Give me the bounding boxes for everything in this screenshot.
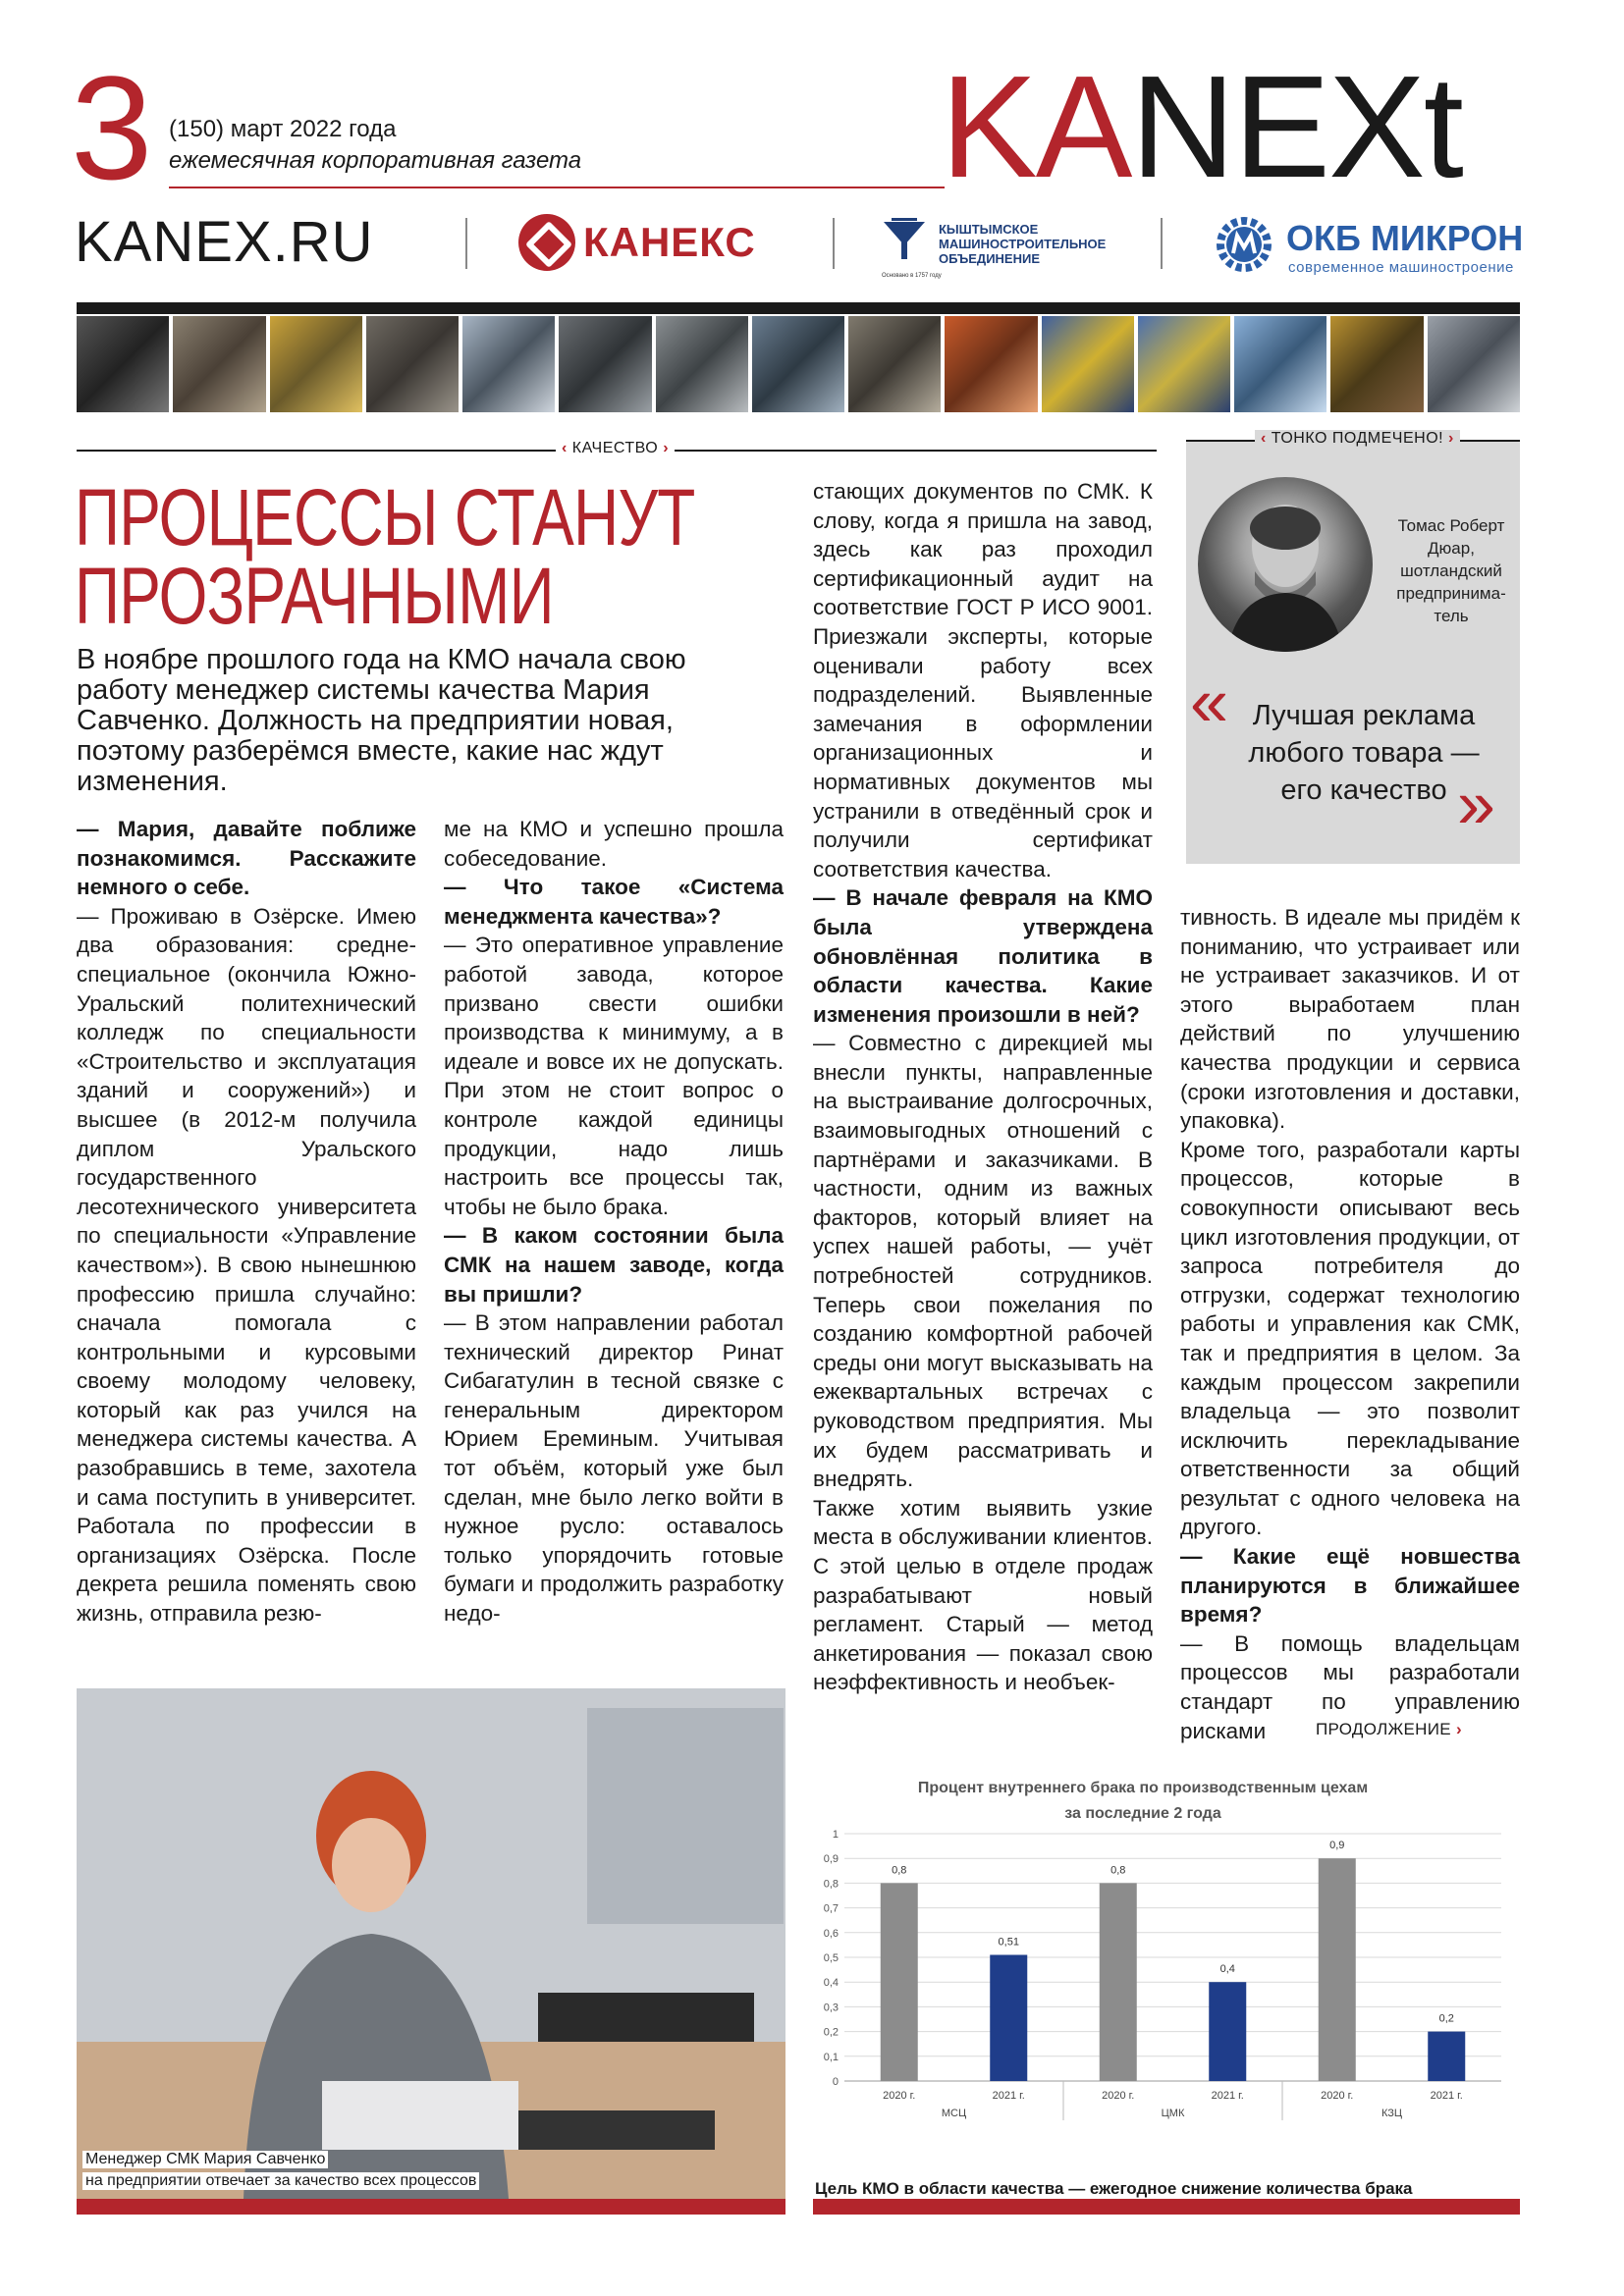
kmo-founded: Основано в 1757 году bbox=[882, 273, 942, 279]
chart-y-tick: 0,9 bbox=[823, 1853, 839, 1866]
chart-bar bbox=[1319, 1858, 1356, 2081]
logo-separator bbox=[465, 218, 467, 269]
strip-photo bbox=[173, 316, 265, 412]
okb-logo-text: ОКБ МИКРОН bbox=[1286, 218, 1524, 258]
strip-photo bbox=[77, 316, 169, 412]
article-title: ПРОЦЕССЫ СТАНУТ ПРОЗРАЧНЫМИ bbox=[75, 473, 695, 641]
interview-question: — Что такое «Система менеджмента качества»? bbox=[444, 875, 784, 929]
article-column-2 bbox=[444, 815, 784, 1688]
strip-photo bbox=[462, 316, 555, 412]
interview-paragraph: Кроме того, разработали карты процессов, которые в совокупности описывают весь цикл изготовления продукции, от запроса потребителя до отгрузки, содержат технологию работы и управления как СМК, так и предприятия в целом. За каждым процессом закрепили владельца — это позволит исключить перекладывание ответственности за общий результат с одного человека на другого. bbox=[1180, 1137, 1520, 1540]
chart-x-tick: 2020 г. bbox=[1321, 2090, 1354, 2102]
strip-photo bbox=[270, 316, 362, 412]
photo-bar bbox=[77, 2199, 785, 2215]
chart-x-tick: 2021 г. bbox=[1430, 2090, 1463, 2102]
chart-y-tick: 1 bbox=[832, 1829, 839, 1841]
issue-number: 3 bbox=[71, 45, 153, 210]
kanex-logo bbox=[518, 214, 756, 271]
strip-photo bbox=[1428, 316, 1520, 412]
chart-y-tick: 0,5 bbox=[823, 1952, 839, 1964]
quote-open-mark: « bbox=[1190, 664, 1228, 740]
sidebar-quote: Лучшая реклама любого товара — его качество bbox=[1248, 700, 1480, 806]
chart-y-tick: 0,4 bbox=[823, 1977, 839, 1990]
strip-photo bbox=[656, 316, 748, 412]
article-column-3 bbox=[813, 477, 1153, 1743]
interview-question: — Какие ещё новшества планируются в ближайшее время? bbox=[1180, 1544, 1520, 1628]
chart-y-tick: 0,6 bbox=[823, 1927, 839, 1940]
logo-separator bbox=[1161, 218, 1163, 269]
okb-gear-icon bbox=[1214, 214, 1274, 275]
strip-photo bbox=[848, 316, 941, 412]
chart-y-tick: 0,8 bbox=[823, 1878, 839, 1891]
sidebar-rubric: ‹ ТОНКО ПОДМЕЧЕНО! › bbox=[1255, 430, 1460, 448]
interview-paragraph: — В этом направлении работал технический директор Ринат Сибагатулин в тесной связке с генеральным директором Юрием Ереминым. Учитывая тот объём, который уже был сделан, мне было легко войти в нужное русло: оставалось только упорядочить готовые бумаги и продолжить разработку недо- bbox=[444, 1310, 784, 1627]
okb-logo-sub: современное машиностроение bbox=[1288, 259, 1514, 276]
article-photo bbox=[77, 1688, 785, 2199]
interview-paragraph: стающих документов по СМК. К слову, когда я пришла на завод, здесь как раз проходил сертификационный аудит на соответствие ГОСТ Р ИСО 9001. Приезжали эксперты, которые оценивали работу всех подразделений. Выявленные замечания в оформлении организационных и нормативных документов мы устранили в отведённый срок и получили сертификат соответствия качества. bbox=[813, 479, 1153, 881]
issue-date: (150) март 2022 года bbox=[169, 116, 397, 142]
header-divider bbox=[169, 187, 945, 188]
kanex-mark-icon bbox=[518, 214, 575, 271]
strip-photo bbox=[366, 316, 459, 412]
brand-ka: KA bbox=[941, 46, 1131, 208]
chart-title-line: за последние 2 года bbox=[1064, 1805, 1221, 1822]
chart-data-label: 0,4 bbox=[1219, 1963, 1235, 1976]
interview-question: — Мария, давайте поближе познакомимся. Расскажите немного о себе. bbox=[77, 817, 416, 900]
interview-question: — В каком состоянии была СМК на нашем заводе, когда вы пришли? bbox=[444, 1223, 784, 1307]
strip-photo bbox=[1330, 316, 1423, 412]
chart-group-label: КЗЦ bbox=[1380, 2108, 1403, 2119]
chart-data-label: 0,2 bbox=[1438, 2012, 1454, 2025]
chart-data-label: 0,9 bbox=[1329, 1840, 1345, 1852]
brand-next: NEXt bbox=[1130, 46, 1462, 208]
chart-x-tick: 2020 г. bbox=[1102, 2090, 1135, 2102]
chart-bar bbox=[1428, 2032, 1465, 2081]
chart-bar-accent bbox=[813, 2199, 1520, 2215]
strip-photo bbox=[945, 316, 1037, 412]
chart-x-tick: 2021 г. bbox=[1211, 2090, 1244, 2102]
interview-question: — В начале февраля на КМО была утверждена обновлённая политика в области качества. Какие изменения произошли в ней? bbox=[813, 885, 1153, 1027]
chart-title-line: Процент внутреннего брака по производственным цехам bbox=[917, 1780, 1369, 1796]
strip-photo bbox=[1138, 316, 1230, 412]
chart-bar bbox=[1209, 1982, 1246, 2081]
chart-caption: Цель КМО в области качества — ежегодное снижение количества брака bbox=[815, 2179, 1413, 2198]
chart-y-tick: 0,7 bbox=[823, 1902, 839, 1915]
interview-paragraph: тивность. В идеале мы придём к пониманию, что устраивает или не устраивает заказчиков. И от этого выработаем план действий по улучшению качества продукции и сервиса (сроки изготовления и доставки, упаковка). bbox=[1180, 905, 1520, 1134]
chart-x-tick: 2020 г. bbox=[883, 2090, 916, 2102]
interview-paragraph: — Совместно с дирекцией мы внесли пункты, направленные на выстраивание долгосрочных, взаимовыгодных отношений с партнёрами и заказчиками. В частности, одним из важных факторов, который влияет на успех нашей работы, — учёт потребностей сотрудников. Теперь свои пожелания по созданию комфортной рабочей среды они могут высказывать на ежеквартальных встречах с руководством предприятия. Мы их будем рассматривать и внедрять. bbox=[813, 1031, 1153, 1492]
dewar-portrait bbox=[1198, 477, 1373, 652]
chart-y-tick: 0 bbox=[832, 2076, 839, 2088]
chart-data-label: 0,51 bbox=[998, 1936, 1019, 1949]
article-column-1 bbox=[77, 815, 416, 1688]
strip-photo bbox=[1234, 316, 1326, 412]
site-link[interactable]: KANEX.RU bbox=[75, 210, 374, 274]
chart-data-label: 0,8 bbox=[1110, 1864, 1126, 1877]
interview-paragraph: Также хотим выявить узкие места в обслуживании клиентов. С этой целью в отделе продаж разрабатывают новый регламент. Старый — метод анкетирования — показал свою неэффективность и необъек- bbox=[813, 1495, 1153, 1695]
strip-photo bbox=[752, 316, 844, 412]
kanex-logo-text: КАНЕКС bbox=[583, 219, 756, 265]
chart-data-label: 0,8 bbox=[892, 1864, 907, 1877]
quote-close-mark: » bbox=[1457, 766, 1495, 842]
chart-bar bbox=[881, 1883, 918, 2081]
chart-y-tick: 0,1 bbox=[823, 2051, 839, 2063]
chart-y-tick: 0,2 bbox=[823, 2026, 839, 2039]
kmo-logo-text: КЫШТЫМСКОЕ МАШИНОСТРОИТЕЛЬНОЕ ОБЪЕДИНЕНИЕ bbox=[939, 222, 1107, 266]
quote-sidebar bbox=[1186, 430, 1520, 864]
chart-group-label: ЦМК bbox=[1161, 2108, 1185, 2119]
interview-paragraph: ме на КМО и успешно прошла собеседование. bbox=[444, 817, 784, 871]
kmo-mark-icon bbox=[882, 216, 927, 261]
strip-photo bbox=[1042, 316, 1134, 412]
chart-bar bbox=[1100, 1883, 1137, 2081]
photo-caption-2: на предприятии отвечает за качество всех процессов bbox=[82, 2172, 479, 2190]
strip-photo bbox=[559, 316, 651, 412]
article-rubric: ‹ КАЧЕСТВО › bbox=[556, 440, 675, 457]
photo-caption-1: Менеджер СМК Мария Савченко bbox=[82, 2151, 328, 2168]
photo-strip bbox=[77, 302, 1520, 412]
newspaper-brand bbox=[941, 46, 1462, 208]
issue-subtitle: ежемесячная корпоративная газета bbox=[169, 147, 582, 174]
interview-paragraph: — Проживаю в Озёрске. Имею два образования: средне-специальное (окончила Южно-Уральский политехнический колледж по специальности «Строительство и эксплуатация зданий и сооружений») и высшее (в 2012-м получила диплом Уральского государственного лесотехнического университета по специальности «Управление качеством»). В свою нынешнюю профессию пришла случайно: сначала помогала с контрольными и курсовыми своему молодому человеку, который как раз учился на менеджера системы качества. А разобравшись в теме, захотела и сама поступить в университет. Работала по профессии в организациях Озёрска. После декрета решила поменять свою жизнь, отправила резю- bbox=[77, 903, 416, 1627]
continued-label[interactable]: ПРОДОЛЖЕНИЕ › bbox=[1316, 1720, 1462, 1738]
interview-paragraph: — Это оперативное управление работой завода, которое призвано свести ошибки производства к минимуму, а в идеале и вовсе их не допускать. При этом не стоит вопрос о контроле каждой единицы продукции, надо лишь настроить все процессы так, чтобы не было брака. bbox=[444, 933, 784, 1219]
sidebar-caption: Томас Роберт Дюар, шотландский предпринима-тель bbox=[1396, 516, 1506, 625]
defect-chart bbox=[809, 1775, 1516, 2148]
logo-separator bbox=[833, 218, 835, 269]
interview-paragraph: — В помощь владельцам процессов мы разработали стандарт по управлению рисками bbox=[1180, 1630, 1520, 1743]
chart-x-tick: 2021 г. bbox=[992, 2090, 1025, 2102]
chart-group-label: МСЦ bbox=[941, 2108, 967, 2119]
article-lead: В ноябре прошлого года на КМО начала свою работу менеджер системы качества Мария Савченко. Должность на предприятии новая, поэтому разберёмся вместе, какие нас ждут изменения. bbox=[77, 644, 686, 797]
chart-y-tick: 0,3 bbox=[823, 2002, 839, 2014]
chart-bar bbox=[990, 1954, 1027, 2081]
